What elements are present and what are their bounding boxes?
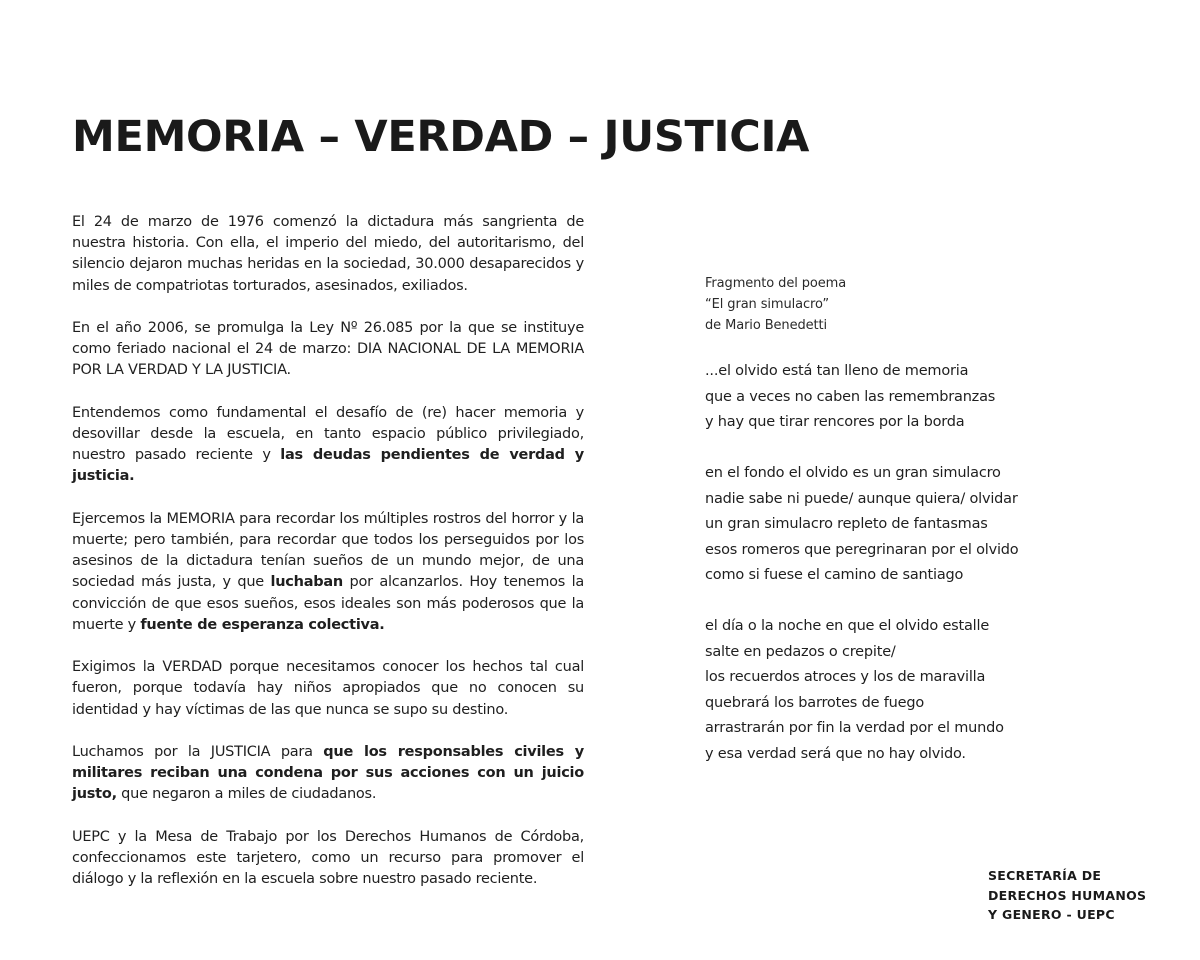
paragraph <box>72 403 584 488</box>
paragraph-bold-text: fuente de esperanza colectiva. <box>140 616 385 633</box>
paragraph-text: UEPC y la Mesa de Trabajo por los Derechos Humanos de Córdoba, confeccionamos este tarjetero, como un recurso para promover el diálogo y la reflexión en la escuela sobre nuestro pasado reciente. <box>72 828 584 888</box>
paragraph <box>72 509 584 636</box>
page-title: MEMORIA – VERDAD – JUSTICIA <box>72 112 810 162</box>
poem-line: el día o la noche en que el olvido estalle <box>705 618 990 634</box>
poem-source-line: de Mario Benedetti <box>705 318 828 333</box>
poem-line: un gran simulacro repleto de fantasmas <box>705 516 988 532</box>
paragraph-text: Ejercemos la MEMORIA para recordar los múltiples rostros del horror y la muerte; pero también, para recordar que todos los perseguidos por los asesinos de la dictadura tenían sueños de un mundo mejor, de una sociedad más justa, y que <box>72 510 584 591</box>
paragraph-text: Entendemos como fundamental el desafío de (re) hacer memoria y desovillar desde la escuela, en tanto espacio público privilegiado, nuestro pasado reciente y <box>72 404 584 464</box>
paragraph-text: Luchamos por la JUSTICIA para <box>72 744 324 760</box>
paragraph-text: por alcanzarlos. Hoy tenemos la convicción de que esos sueños, esos ideales son más poderosos que la muerte y <box>72 574 584 633</box>
poem-line: y hay que tirar rencores por la borda <box>705 414 965 430</box>
paragraph <box>72 657 584 721</box>
poem-stanza <box>705 614 1018 767</box>
footer-line: SECRETARÍA DE <box>988 868 1102 883</box>
paragraph <box>72 212 584 297</box>
poem-line: y esa verdad será que no hay olvido. <box>705 745 966 762</box>
paragraph-bold-text: las deudas pendientes de verdad y justicia. <box>72 447 584 485</box>
poem-line: los recuerdos atroces y los de maravilla <box>705 669 986 685</box>
footer-line: DERECHOS HUMANOS <box>988 887 1147 903</box>
paragraph-text: que negaron a miles de ciudadanos. <box>116 786 377 803</box>
poem-line: en el fondo el olvido es un gran simulacro <box>705 465 1001 481</box>
paragraph-text: Exigimos la VERDAD porque necesitamos conocer los hechos tal cual fueron, porque todavía hay niños apropiados que no conocen su identidad y hay víctimas de las que nunca se supo su destino. <box>72 659 584 718</box>
paragraph <box>72 318 584 382</box>
paragraph-text: El 24 de marzo de 1976 comenzó la dictadura más sangrienta de nuestra historia. Con ella, el imperio del miedo, del autoritarismo, del silencio dejaron muchas heridas en la sociedad, 30.000 desaparecidos y miles de compatriotas torturados, asesinados, exiliados. <box>72 214 584 294</box>
poem-line: arrastrarán por fin la verdad por el mundo <box>705 720 1004 736</box>
poem-stanza <box>705 359 1018 436</box>
footer-credit <box>988 866 1146 925</box>
intro-text <box>72 212 584 912</box>
poem-source <box>705 273 846 336</box>
poem-line: que a veces no caben las remembranzas <box>705 388 996 405</box>
poem-line: ...el olvido está tan lleno de memoria <box>705 363 969 379</box>
poem-source-line: Fragmento del poema <box>705 276 847 291</box>
paragraph-bold-text: que los responsables civiles y militares reciban una condena por sus acciones con un juicio justo, <box>72 744 584 803</box>
poem-fragment <box>705 359 1018 793</box>
paragraph-bold-text: luchaban <box>270 574 343 591</box>
paragraph <box>72 827 584 891</box>
poem-line: quebrará los barrotes de fuego <box>705 694 924 711</box>
poem-stanza <box>705 461 1018 589</box>
poem-line: salte en pedazos o crepite/ <box>705 643 896 660</box>
poem-line: como si fuese el camino de santiago <box>705 567 964 583</box>
poem-line: nadie sabe ni puede/ aunque quiera/ olvidar <box>705 490 1018 507</box>
footer-line: Y GENERO - UEPC <box>988 907 1115 922</box>
paragraph-text: En el año 2006, se promulga la Ley Nº 26.085 por la que se instituye como feriado nacional el 24 de marzo: DIA NACIONAL DE LA MEMORIA POR LA VERDAD Y LA JUSTICIA. <box>72 320 584 379</box>
paragraph <box>72 742 584 806</box>
poem-source-line: “El gran simulacro” <box>705 297 830 312</box>
poem-line: esos romeros que peregrinaran por el olvido <box>705 541 1019 558</box>
